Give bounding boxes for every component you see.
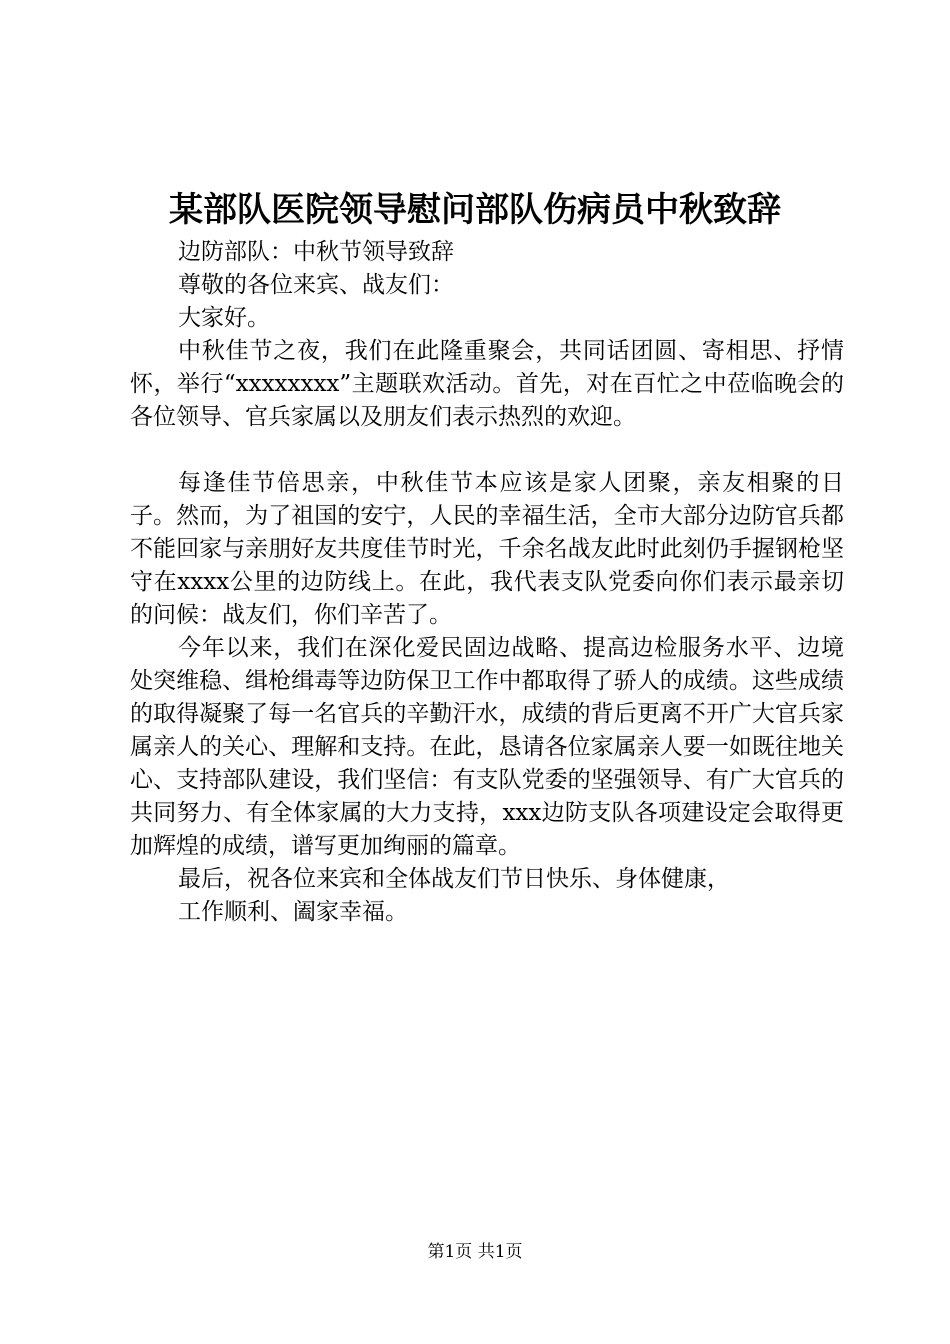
- paragraph-achievements: 今年以来，我们在深化爱民固边战略、提高边检服务水平、边境处突维稳、缉枪缉毒等边防保卫工作中都取得了骄人的成绩。这些成绩的取得凝聚了每一名官兵的辛勤汗水，成绩的背后更离不开广大官兵家属亲人的关心、理解和支持。在此，恳请各位家属亲人要一如既往地关心、支持部队建设，我们坚信：有支队党委的坚强领导、有广大官兵的共同努力、有全体家属的大力支持，xxx边防支队各项建设定会取得更加辉煌的成绩，谱写更加绚丽的篇章。: [130, 635, 844, 859]
- paragraph-salutation: 尊敬的各位来宾、战友们：: [178, 272, 454, 298]
- document-title: 某部队医院领导慰问部队伤病员中秋致辞: [169, 190, 781, 230]
- paragraph-greeting: 大家好。: [178, 305, 270, 331]
- paragraph-closing-wish: 最后，祝各位来宾和全体战友们节日快乐、身体健康，: [178, 866, 730, 892]
- page-number-footer: 第1页 共1页: [427, 1242, 523, 1262]
- paragraph-unit: 边防部队：中秋节领导致辞: [178, 239, 454, 265]
- paragraph-welcome: 中秋佳节之夜，我们在此隆重聚会，共同话团圆、寄相思、抒情怀，举行“xxxxxxxx”主题联欢活动。首先，对在百忙之中莅临晚会的各位领导、官兵家属以及朋友们表示热烈的欢迎。: [130, 338, 844, 430]
- document-body: [130, 236, 844, 929]
- paragraph-greetings-to-soldiers: 每逢佳节倍思亲，中秋佳节本应该是家人团聚，亲友相聚的日子。然而，为了祖国的安宁，人民的幸福生活，全市大部分边防官兵都不能回家与亲朋好友共度佳节时光，千余名战友此时此刻仍手握钢枪坚守在xxxx公里的边防线上。在此，我代表支队党委向你们表示最亲切的问候：战友们，你们辛苦了。: [130, 470, 844, 628]
- paragraph-closing-wish-end: 工作顺利、阖家幸福。: [178, 899, 408, 925]
